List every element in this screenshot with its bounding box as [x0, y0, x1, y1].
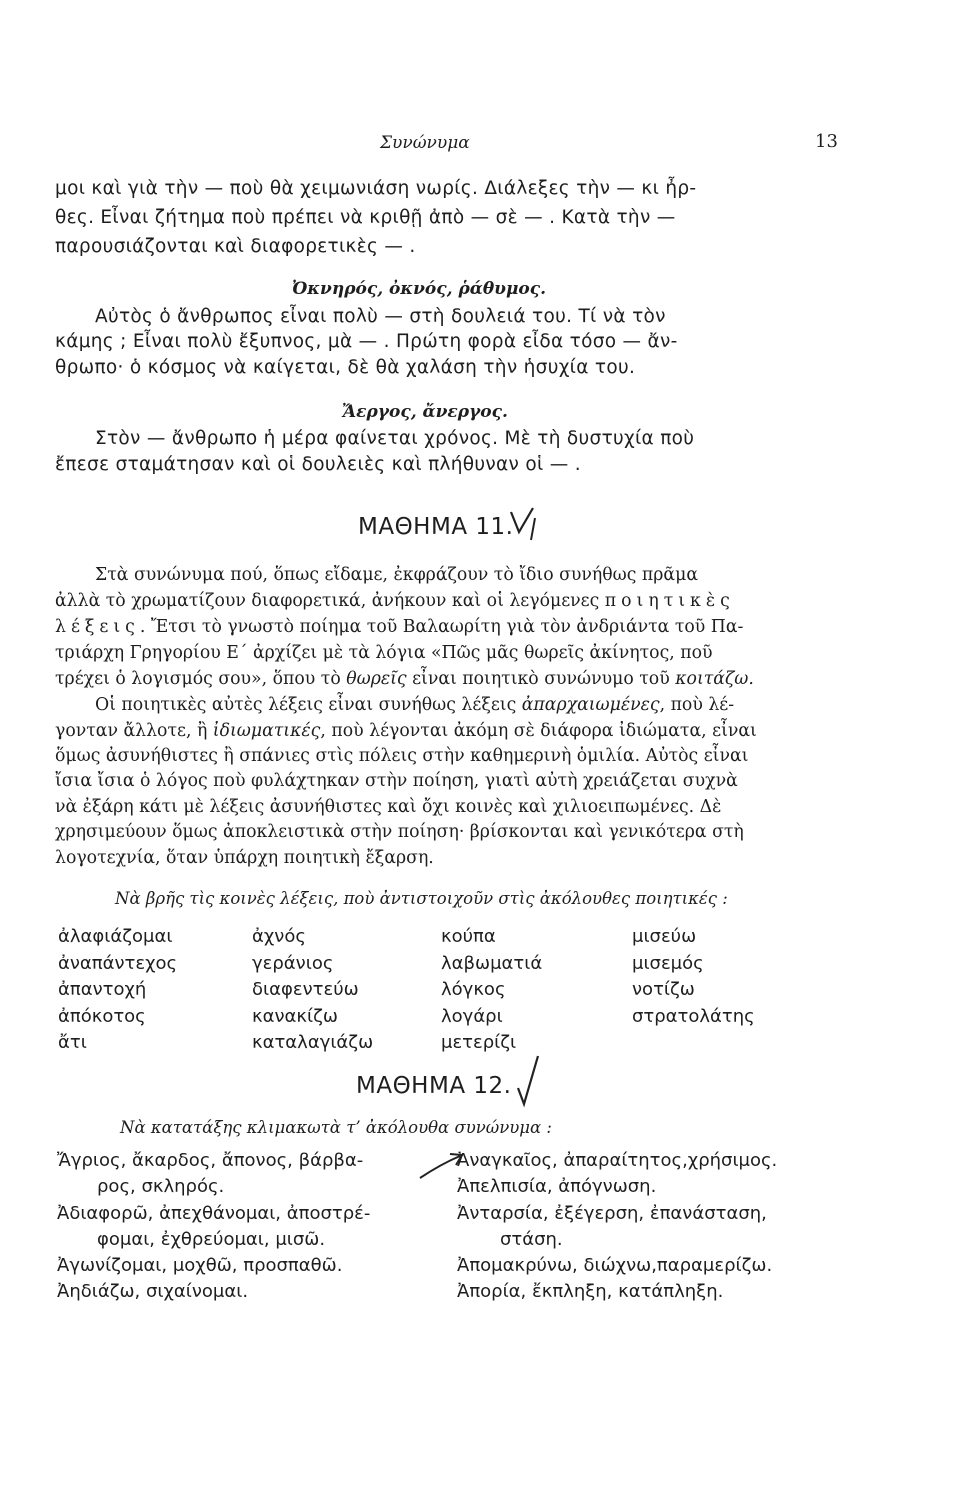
- running-header-title: Συνώνυμα: [380, 133, 470, 153]
- word-item: λαβωματιά: [441, 952, 543, 974]
- text-line: ἀλλὰ τὸ χρωματίζουν διαφορετικά, ἀνήκουν καὶ οἱ λεγόμενες ποιητικὲς: [55, 591, 735, 611]
- text-line: γονταν ἄλλοτε, ἢ ἰδιωματικές, ποὺ λέγονται ἀκόμη σὲ διάφορα ἰδιώματα, εἶναι: [55, 721, 757, 741]
- text-line: μοι καὶ γιὰ τὴν — ποὺ θὰ χειμωνιάση νωρίς. Διάλεξες τὴν — κι ἦρ-: [55, 178, 697, 199]
- word-item: μετερίζι: [441, 1032, 517, 1053]
- word-item: κανακίζω: [252, 1005, 338, 1027]
- handwritten-check-mark: [512, 1052, 542, 1108]
- text-line: νὰ ἐξάρη κάτι μὲ λέξεις ἀσυνήθιστες καὶ ὄχι κοινὲς καὶ χιλιοειπωμένες. Δὲ: [55, 797, 722, 817]
- text-line: Στὰ συνώνυμα πού, ὅπως εἴδαμε, ἐκφράζουν τὸ ἴδιο συνήθως πρᾶμα: [95, 565, 699, 585]
- synonym-set-line: Ἀναγκαῖος, ἀπαραίτητος,χρήσιμος.: [457, 1150, 778, 1171]
- text-line: ἴσια ἴσια ὁ λόγος ποὺ φυλάχτηκαν στὴν ποίηση, γιατὶ αὐτὴ χρειάζεται συχνὰ: [55, 771, 738, 791]
- word-item: διαφεντεύω: [252, 979, 359, 1000]
- word-item: ἀπαντοχή: [58, 979, 147, 1000]
- word-column-1: [58, 924, 177, 1057]
- text-line: χρησιμεύουν ὅμως ἀποκλειστικὰ στὴν ποίηση· βρίσκονται καὶ γενικότερα στὴ: [55, 822, 744, 842]
- word-column-3: [441, 924, 542, 1057]
- text-line: τριάρχη Γρηγορίου Ε΄ ἀρχίζει μὲ τὰ λόγια «Πῶς μᾶς θωρεῖς ἀκίνητος, ποῦ: [55, 643, 713, 663]
- word-item: γεράνιος: [252, 952, 334, 974]
- synonym-group-heading: Ἄεργος, ἄνεργος.: [342, 402, 508, 422]
- synonym-set-line: Ἄγριος, ἄκαρδος, ἄπονος, βάρβα-: [57, 1150, 364, 1171]
- word-item: ἀπόκοτος: [58, 1005, 146, 1027]
- synonym-group-heading: Ὀκνηρός, ὀκνός, ῥάθυμος.: [292, 279, 547, 299]
- text-line: Στὸν — ἄνθρωπο ἡ μέρα φαίνεται χρόνος. Μὲ τὴ δυστυχία ποὺ: [95, 428, 695, 449]
- synonym-set-line: Ἀπελπισία, ἀπόγνωση.: [457, 1176, 657, 1197]
- word-item: κούπα: [441, 926, 496, 947]
- synonym-set-line: Ἀπορία, ἔκπληξη, κατάπληξη.: [457, 1281, 724, 1302]
- text-line: Οἱ ποιητικὲς αὐτὲς λέξεις εἶναι συνήθως λέξεις ἀπαρχαιωμένες, ποὺ λέ-: [95, 695, 735, 715]
- handwritten-check-mark: [505, 500, 547, 546]
- text-line: λέξεις. Ἔτσι τὸ γνωστὸ ποίημα τοῦ Βαλαωρίτη γιὰ τὸν ἀνδριάντα τοῦ Πα-: [55, 617, 744, 637]
- lesson-12-title: ΜΑΘΗΜΑ 12.: [356, 1073, 512, 1099]
- synonym-set-line: ρος, σκληρός.: [97, 1176, 225, 1197]
- text-line: Αὐτὸς ὁ ἄνθρωπος εἶναι πολὺ — στὴ δουλειά του. Τί νὰ τὸν: [95, 306, 666, 327]
- synonym-set-line: Ἀνταρσία, ἐξέγερση, ἐπανάσταση,: [457, 1203, 767, 1224]
- exercise-instruction: Νὰ βρῆς τὶς κοινὲς λέξεις, ποὺ ἀντιστοιχοῦν στὶς ἀκόλουθες ποιητικές :: [115, 889, 728, 908]
- page-number: 13: [815, 131, 838, 152]
- word-item: μισεύω: [632, 926, 697, 947]
- text-line: λογοτεχνία, ὅταν ὑπάρχη ποιητικὴ ἔξαρση.: [55, 848, 434, 868]
- word-item: ἀχνός: [252, 926, 306, 947]
- synonym-set-line: στάση.: [500, 1229, 563, 1250]
- exercise-instruction: Νὰ κατατάξης κλιμακωτὰ τ’ ἀκόλουθα συνώνυμα :: [120, 1118, 552, 1137]
- word-item: νοτίζω: [632, 979, 695, 1000]
- lesson-11-title: ΜΑΘΗΜΑ 11.: [358, 514, 514, 540]
- word-item: στρατολάτης: [632, 1005, 755, 1027]
- word-item: μισεμός: [632, 952, 704, 974]
- synonym-set-line: φομαι, ἐχθρεύομαι, μισῶ.: [97, 1229, 326, 1250]
- word-item: λόγκος: [441, 979, 506, 1000]
- text-line: ὅμως ἀσυνήθιστες ἢ σπάνιες στὶς πόλεις στὴν καθημερινὴ ὁμιλία. Αὐτὸς εἶναι: [55, 746, 749, 766]
- text-line: θες. Εἶναι ζήτημα ποὺ πρέπει νὰ κριθῇ ἀπὸ — σὲ — . Κατὰ τὴν —: [55, 207, 676, 228]
- word-column-2: [252, 924, 373, 1057]
- text-line: τρέχει ὁ λογισμός σου», ὅπου τὸ θωρεῖς εἶναι ποιητικὸ συνώνυμο τοῦ κοιτάζω.: [55, 669, 754, 689]
- synonym-set-line: Ἀπομακρύνω, διώχνω,παραμερίζω.: [457, 1255, 773, 1276]
- word-item: ἀλαφιάζομαι: [58, 926, 173, 947]
- synonym-set-line: Ἀγωνίζομαι, μοχθῶ, προσπαθῶ.: [57, 1255, 343, 1276]
- text-line: παρουσιάζονται καὶ διαφορετικὲς — .: [55, 236, 416, 257]
- text-line: θρωπο· ὁ κόσμος νὰ καίγεται, δὲ θὰ χαλάση τὴν ἡσυχία του.: [55, 357, 636, 378]
- word-item: λογάρι: [441, 1005, 503, 1027]
- synonym-set-line: Ἀδιαφορῶ, ἀπεχθάνομαι, ἀποστρέ-: [57, 1203, 371, 1224]
- text-line: ἔπεσε σταμάτησαν καὶ οἱ δουλειὲς καὶ πλήθυναν οἱ — .: [55, 454, 581, 475]
- word-column-4: [632, 924, 755, 1030]
- word-item: καταλαγιάζω: [252, 1032, 374, 1053]
- word-item: ἄτι: [58, 1032, 87, 1053]
- synonym-set-line: Ἀηδιάζω, σιχαίνομαι.: [57, 1281, 249, 1302]
- text-line: κάμης ; Εἶναι πολὺ ἔξυπνος, μὰ — . Πρώτη φορὰ εἶδα τόσο — ἄν-: [55, 331, 678, 352]
- word-item: ἀναπάντεχος: [58, 952, 178, 974]
